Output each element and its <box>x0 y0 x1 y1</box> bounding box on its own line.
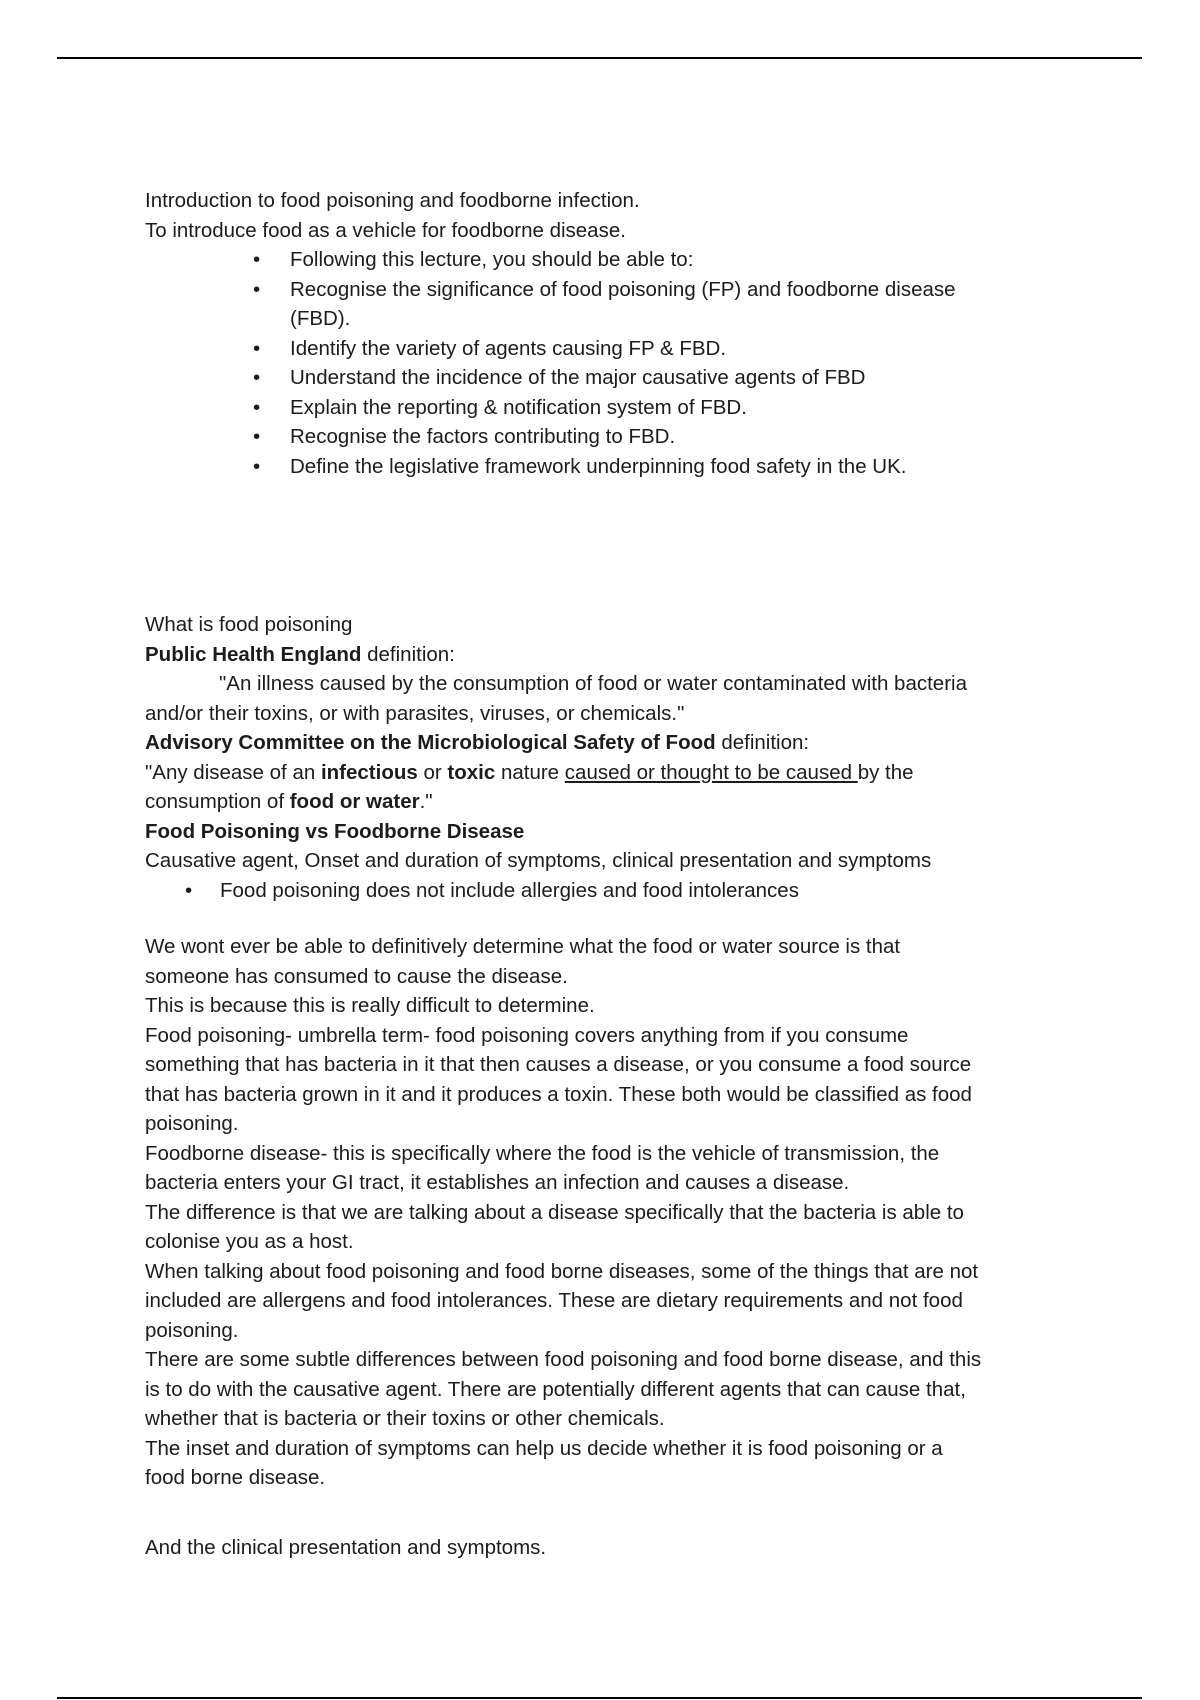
quote-text: consumption of <box>145 790 290 813</box>
note-line: bacteria enters your GI tract, it establishes an infection and causes a disease. <box>145 1171 850 1194</box>
quote-text: by the <box>857 760 914 784</box>
note-line: poisoning. <box>145 1318 239 1342</box>
quote-underlined: caused or thought to be caused <box>564 760 858 784</box>
note-line: someone has consumed to cause the disease. <box>145 964 568 988</box>
notes-paragraphs <box>145 932 1075 1493</box>
note-line: is to do with the causative agent. There are potentially different agents that can cause that, <box>145 1377 966 1401</box>
exclusions-list <box>145 876 1075 906</box>
list-item: • Define the legislative framework underpinning food safety in the UK. <box>253 452 1075 482</box>
note-line: This is because this is really difficult to determine. <box>145 994 595 1017</box>
note-line: included are allergens and food intolerances. These are dietary requirements and not food <box>145 1289 963 1312</box>
quote-bold-toxic: toxic <box>447 760 496 784</box>
note-line: Foodborne disease- this is specifically where the food is the vehicle of transmission, the <box>145 1141 940 1165</box>
list-item-text: Recognise the significance of food poisoning (FP) and foodborne disease <box>290 277 956 301</box>
note-line: Food poisoning- umbrella term- food poisoning covers anything from if you consume <box>145 1023 909 1047</box>
list-item: • Identify the variety of agents causing FP & FBD. <box>253 334 1075 364</box>
quote-text: ." <box>419 790 433 813</box>
phe-quote-line-1: "An illness caused by the consumption of food or water contaminated with bacteria <box>219 672 967 695</box>
note-line: The difference is that we are talking about a disease specifically that the bacteria is able to <box>145 1200 964 1224</box>
acmsf-quote-line-1 <box>145 758 1075 788</box>
note-line: whether that is bacteria or their toxins or other chemicals. <box>145 1407 665 1430</box>
acmsf-suffix: definition: <box>715 731 810 754</box>
objectives-list <box>145 245 1075 481</box>
closing-line: And the clinical presentation and symptoms. <box>145 1535 547 1559</box>
note-line: colonise you as a host. <box>145 1230 354 1253</box>
list-item <box>253 275 1075 334</box>
quote-text: or <box>417 760 448 784</box>
phe-definition-label <box>145 640 1075 670</box>
note-line: There are some subtle differences between food poisoning and food borne disease, and this <box>145 1348 982 1371</box>
list-item-text-cont: (FBD). <box>290 307 351 330</box>
footer-rule <box>57 1697 1142 1699</box>
list-item: • Recognise the factors contributing to FBD. <box>253 422 1075 452</box>
note-line: The inset and duration of symptoms can help us decide whether it is food poisoning or a <box>145 1436 943 1460</box>
acmsf-name: Advisory Committee on the Microbiological Safety of Food <box>145 731 716 754</box>
list-item: • Following this lecture, you should be able to: <box>253 245 1075 275</box>
note-line: poisoning. <box>145 1112 239 1135</box>
list-item: • Explain the reporting & notification system of FBD. <box>253 393 1075 423</box>
list-item: • Understand the incidence of the major causative agents of FBD <box>253 363 1075 393</box>
intro-aim: To introduce food as a vehicle for foodborne disease. <box>145 218 626 242</box>
note-line: that has bacteria grown in it and it produces a toxin. These both would be classified as food <box>145 1082 972 1106</box>
note-line: When talking about food poisoning and food borne diseases, some of the things that are not <box>145 1259 979 1283</box>
note-line: We wont ever be able to definitively determine what the food or water source is that <box>145 935 901 958</box>
list-item: • Food poisoning does not include allergies and food intolerances <box>185 876 1075 906</box>
quote-text: "Any disease of an <box>145 760 321 784</box>
vs-heading <box>145 817 1075 847</box>
phe-quote-line-2: and/or their toxins, or with parasites, viruses, or chemicals." <box>145 701 685 725</box>
vs-text: Causative agent, Onset and duration of symptoms, clinical presentation and symptoms <box>145 849 932 872</box>
phe-suffix: definition: <box>361 642 455 666</box>
quote-bold-food: food or water <box>289 790 420 813</box>
acmsf-definition-label <box>145 728 1075 758</box>
quote-bold-infectious: infectious <box>320 760 418 784</box>
phe-name: Public Health England <box>145 642 362 666</box>
section-heading-food-poisoning: What is food poisoning <box>145 613 353 636</box>
document-body <box>145 186 1075 1562</box>
note-line: something that has bacteria in it that then causes a disease, or you consume a food source <box>145 1053 972 1076</box>
intro-title: Introduction to food poisoning and foodborne infection. <box>145 189 640 212</box>
vs-heading-text: Food Poisoning vs Foodborne Disease <box>145 819 525 843</box>
acmsf-quote-line-2 <box>145 787 1075 817</box>
note-line: food borne disease. <box>145 1466 326 1489</box>
quote-text: nature <box>495 760 565 784</box>
header-rule <box>57 57 1142 59</box>
